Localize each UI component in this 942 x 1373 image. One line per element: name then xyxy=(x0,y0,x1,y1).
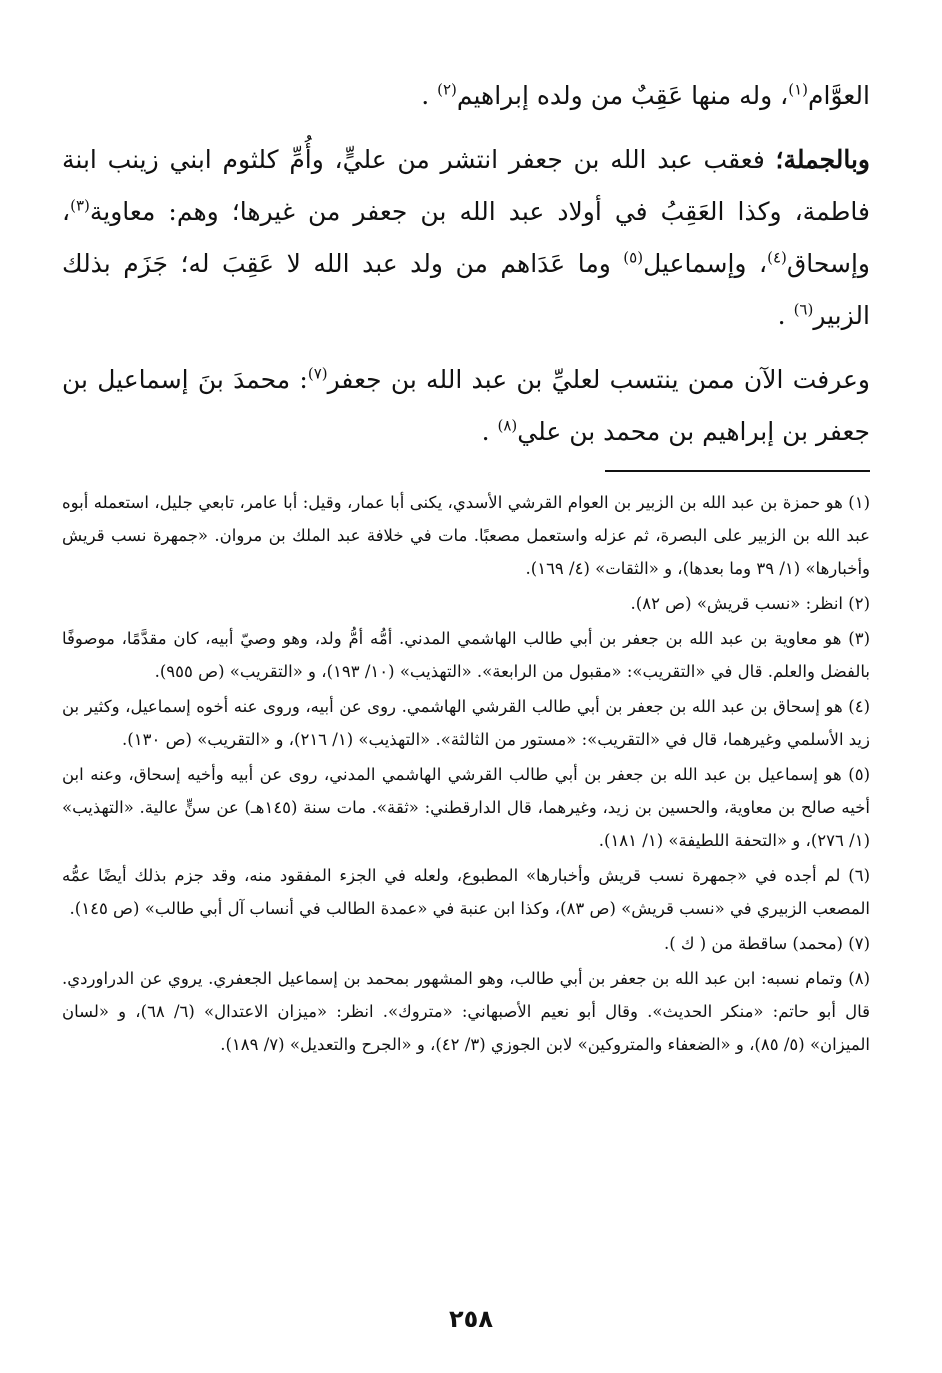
text-run: . xyxy=(777,301,794,330)
text-run: ، وإسماعيل xyxy=(643,249,768,278)
page-number: ٢٥٨ xyxy=(449,1305,493,1333)
footnote-4: (٤) هو إسحاق بن عبد الله بن جعفر بن أبي طالب القرشي الهاشمي. روى عن أبيه، وروى عنه أخوه إسماعيل، وكثير بن زيد الأسلمي وغيرهما، قال في «التقريب»: «مستور من الثالثة». «التهذيب» (١/ ٢١٦)، و «التقريب» (ص ١٣٠). xyxy=(62,697,870,749)
footnote-marker: (٧) xyxy=(307,364,328,383)
text-run: ، وله منها عَقِبٌ من ولده إبراهيم xyxy=(456,81,789,110)
text-run: فعقب عبد الله بن جعفر انتشر من عليٍّ، وأُمِّ كلثوم ابني زينب ابنة فاطمة، وكذا العَقِبُ في أولاد عبد الله بن جعفر من غيرها؛ وهم: معاوية xyxy=(62,145,870,226)
page-body xyxy=(62,70,870,1063)
footnote-3: (٣) هو معاوية بن عبد الله بن جعفر بن أبي طالب الهاشمي المدني. أمُّه أمُّ ولد، وهو وصيّ أبيه، كان مقدَّمًا، موصوفًا بالفضل والعلم. قال في «التقريب»: «مقبول من الرابعة». «التهذيب» (١٠/ ١٩٣)، و «التقريب» (ص ٩٥٥). xyxy=(62,629,870,681)
footnotes xyxy=(62,486,870,1061)
text-run: : محمدَ بنَ إسماعيل بن جعفر بن إبراهيم بن محمد بن علي xyxy=(62,365,870,446)
footnote-marker: (٨) xyxy=(497,416,518,435)
footnote-marker: (٣) xyxy=(70,196,90,215)
main-text xyxy=(62,70,870,458)
main-paragraph-3 xyxy=(62,354,870,458)
footnote-marker: (٥) xyxy=(623,248,644,267)
footnote-2: (٢) انظر: «نسب قريش» (ص ٨٢). xyxy=(630,594,870,613)
lead-phrase: وبالجملة؛ xyxy=(775,145,870,174)
main-paragraph-1 xyxy=(62,70,870,122)
footnote-marker: (٦) xyxy=(793,300,814,319)
footnote-5: (٥) هو إسماعيل بن عبد الله بن جعفر بن أبي طالب القرشي الهاشمي المدني، روى عن أبيه وأخيه إسحاق، وعنه ابن أخيه صالح بن معاوية، والحسين بن زيد، وغيرهما، قال الدارقطني: «ثقة». مات سنة (١٤٥هـ) عن سنٍّ عالية. «التهذيب» (١/ ٢٧٦)، و «التحفة اللطيفة» (١/ ١٨١). xyxy=(62,765,871,850)
footnote-marker: (٤) xyxy=(767,248,787,267)
footnote-marker: (١) xyxy=(788,80,809,99)
main-paragraph-2 xyxy=(62,134,870,342)
text-run: وما عَدَاهم من ولد عبد الله لا عَقِبَ له؛ جَزَم بذلك الزبير xyxy=(62,249,870,330)
text-run: . xyxy=(481,417,498,446)
footnote-8: (٨) وتمام نسبه: ابن عبد الله بن جعفر بن أبي طالب، وهو المشهور بمحمد بن إسماعيل الجعفري. يروي عن الدراوردي. قال أبو حاتم: «منكر الحديث». وقال أبو نعيم الأصبهاني: «متروك». انظر: «ميزان الاعتدال» (٦/ ٦٨)، و «لسان الميزان» (٥/ ٨٥)، و «الضعفاء والمتروكين» لابن الجوزي (٣/ ٤٢)، و «الجرح والتعديل» (٧/ ١٨٩). xyxy=(62,969,870,1054)
footnote-separator xyxy=(605,470,870,472)
footnote-6: (٦) لم أجده في «جمهرة نسب قريش وأخبارها» المطبوع، ولعله في الجزء المفقود منه، وقد جزم بذلك أيضًا عمُّه المصعب الزبيري في «نسب قريش» (ص ٨٣)، وكذا ابن عنبة في «عمدة الطالب في أنساب آل أبي طالب» (ص ١٤٥). xyxy=(62,866,870,918)
footnote-marker: (٢) xyxy=(437,80,457,99)
footnote-7: (٧) (محمد) ساقطة من ( ك ). xyxy=(663,934,870,953)
footnote-1: (١) هو حمزة بن عبد الله بن الزبير بن العوام القرشي الأسدي، يكنى أبا عمار، وقيل: أبا عامر، تابعي جليل، استعمله أبوه عبد الله بن الزبير على البصرة، ثم عزله واستعمل مصعبًا. مات في خلافة عبد الملك بن مروان. «جمهرة نسب قريش وأخبارها» (١/ ٣٩ وما بعدها)، و «الثقات» (٤/ ١٦٩). xyxy=(62,493,870,578)
text-run: . xyxy=(421,81,438,110)
text-run: وعرفت الآن ممن ينتسب لعليِّ بن عبد الله بن جعفر xyxy=(327,365,870,394)
text-run: العوَّام xyxy=(808,81,870,110)
text-run: ، وإسحاق xyxy=(62,197,870,278)
